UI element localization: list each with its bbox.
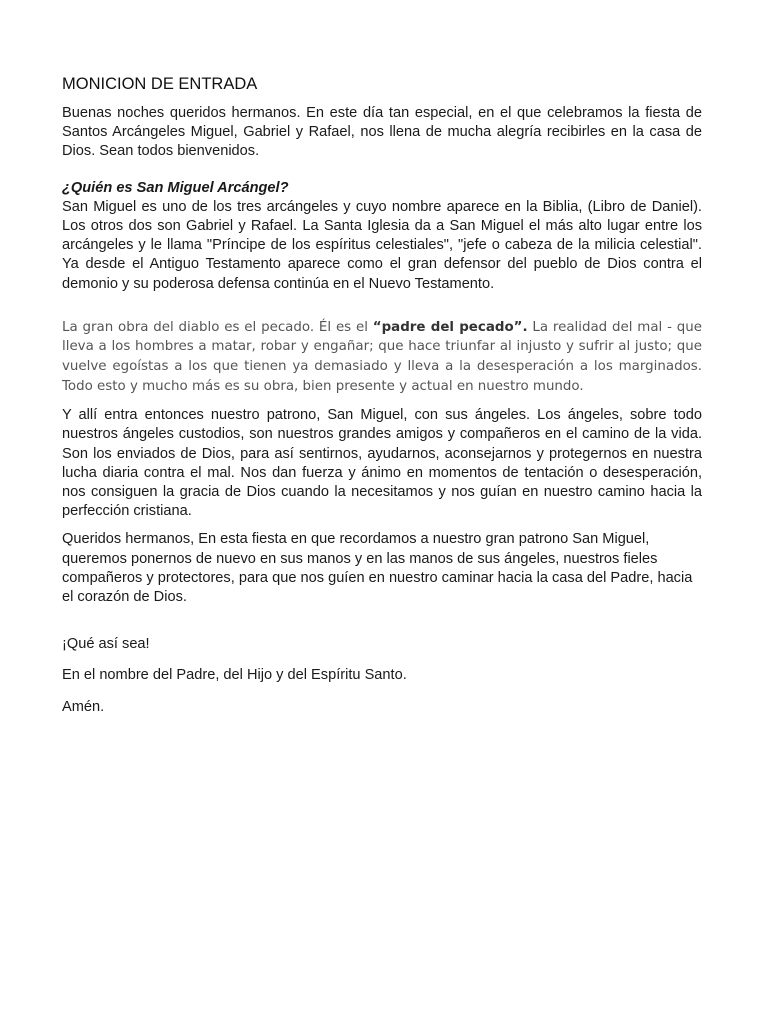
que-asi-sea-line: ¡Qué así sea! <box>62 636 150 653</box>
diablo-text-after: La realidad del mal - que lleva a los hombres a matar, robar y engañar; que hace triunfar al injusto y sufrir al justo; que vuelve egoístas a los que tienen ya demasiado y lleva a la desesperación a los marginados. Todo esto y mucho más es su obra, bien presente y actual en nuestro mundo. <box>62 319 703 394</box>
amen-line: Amén. <box>62 698 105 715</box>
question-body-paragraph: San Miguel es uno de los tres arcángeles y cuyo nombre aparece en la Biblia, (Libro de Daniel). Los otros dos son Gabriel y Rafael. La Santa Iglesia da a San Miguel el más alto lugar entre los arcángeles y le llama "Príncipe de los espíritus celestiales", "jefe o cabeza de la milicia celestial". Ya desde el Antiguo Testamento aparece como el gran defensor del pueblo de Dios contra el demonio y su poderosa defensa continúa en el Nuevo Testamento. <box>62 198 702 292</box>
document-page <box>62 74 702 729</box>
diablo-bold-phrase: “padre del pecado”. <box>372 319 528 335</box>
diablo-paragraph <box>62 318 702 396</box>
document-title: MONICION DE ENTRADA <box>62 75 258 93</box>
queridos-paragraph: Queridos hermanos, En esta fiesta en que recordamos a nuestro gran patrono San Miguel, queremos ponernos de nuevo en sus manos y en las manos de sus ángeles, nuestros fieles compañeros y protectores, para que nos guíen en nuestro caminar hacia la casa del Padre, hacia el corazón de Dios. <box>62 531 693 606</box>
question-heading: ¿Quién es San Miguel Arcángel? <box>62 179 289 196</box>
en-el-nombre-line: En el nombre del Padre, del Hijo y del Espíritu Santo. <box>62 667 407 684</box>
intro-paragraph: Buenas noches queridos hermanos. En este día tan especial, en el que celebramos la fiesta de Santos Arcángeles Miguel, Gabriel y Rafael, nos llena de mucha alegría recibirles en la casa de Dios. Sean todos bienvenidos. <box>62 105 702 160</box>
patron-paragraph: Y allí entra entonces nuestro patrono, San Miguel, con sus ángeles. Los ángeles, sobre todo nuestros ángeles custodios, son nuestros grandes amigos y compañeros en el camino de la vida. Son los enviados de Dios, para así sentirnos, ayudarnos, aconsejarnos y protegernos en nuestra lucha diaria contra el mal. Nos dan fuerza y ánimo en momentos de tentación o desesperación, nos consiguen la gracia de Dios cuando la necesitamos y nos guían en nuestro camino hacia la perfección cristiana. <box>62 407 702 520</box>
diablo-text-before: La gran obra del diablo es el pecado. Él es el <box>62 319 373 335</box>
